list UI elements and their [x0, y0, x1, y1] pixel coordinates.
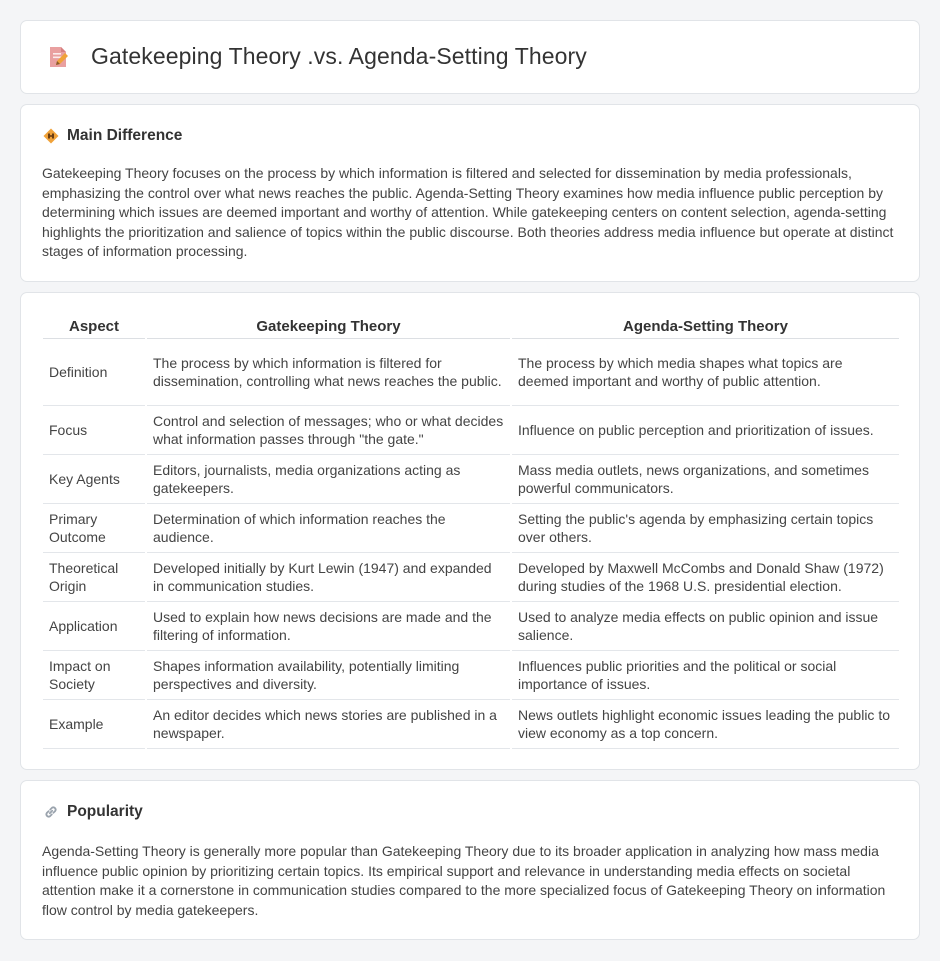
row-aspect: Definition [43, 338, 146, 405]
table-row [43, 552, 899, 601]
row-agenda-setting: Developed by Maxwell McCombs and Donald Shaw (1972) during studies of the 1968 U.S. presidential election. [511, 552, 899, 601]
row-agenda-setting: Used to analyze media effects on public opinion and issue salience. [511, 601, 899, 650]
popularity-header [43, 803, 143, 821]
row-aspect: Theoretical Origin [43, 552, 146, 601]
main-difference-card [20, 104, 920, 282]
header-gatekeeping: Gatekeeping Theory [146, 316, 511, 338]
comparison-card [20, 292, 920, 770]
row-aspect: Primary Outcome [43, 503, 146, 552]
row-gatekeeping: An editor decides which news stories are published in a newspaper. [146, 699, 511, 748]
main-difference-header [43, 127, 182, 145]
row-gatekeeping: Shapes information availability, potentially limiting perspectives and diversity. [146, 650, 511, 699]
main-difference-text: Gatekeeping Theory focuses on the process by which information is filtered and selected for dissemination by media professionals, emphasizing the control over what news reaches the public. Agenda-Setting Theory examines how media influence public perception by determining which issues are deemed important and worthy of attention. While gatekeeping centers on content selection, agenda-setting highlights the prioritization and salience of topics within the public discourse. Both theories address media influence but operate at distinct stages of information processing. [42, 165, 894, 260]
table-row [43, 454, 899, 503]
row-aspect: Impact on Society [43, 650, 146, 699]
row-gatekeeping: Editors, journalists, media organizations acting as gatekeepers. [146, 454, 511, 503]
table-row [43, 650, 899, 699]
row-aspect: Focus [43, 405, 146, 454]
row-gatekeeping: The process by which information is filtered for dissemination, controlling what news reaches the public. [146, 338, 511, 405]
row-gatekeeping: Used to explain how news decisions are made and the filtering of information. [146, 601, 511, 650]
header-card [20, 20, 920, 94]
link-icon [43, 804, 59, 820]
row-agenda-setting: Mass media outlets, news organizations, and sometimes powerful communicators. [511, 454, 899, 503]
header-aspect: Aspect [43, 316, 146, 338]
row-agenda-setting: News outlets highlight economic issues leading the public to view economy as a top concern. [511, 699, 899, 748]
table-row [43, 405, 899, 454]
comparison-table [43, 316, 899, 749]
table-row [43, 338, 899, 405]
header-agenda-setting: Agenda-Setting Theory [511, 316, 899, 338]
document-pencil-icon [47, 45, 69, 69]
row-gatekeeping: Determination of which information reaches the audience. [146, 503, 511, 552]
table-row [43, 503, 899, 552]
popularity-text: Agenda-Setting Theory is generally more popular than Gatekeeping Theory due to its broader application in analyzing how mass media influence public opinion by prioritizing certain topics. Its empirical support and relevance in understanding media effects on societal attention make it a cornerstone in communication studies compared to the more specialized focus of Gatekeeping Theory on information flow control by media gatekeepers. [42, 843, 886, 918]
row-gatekeeping: Control and selection of messages; who or what decides what information passes through "the gate." [146, 405, 511, 454]
row-agenda-setting: Influence on public perception and prioritization of issues. [511, 405, 899, 454]
row-aspect: Key Agents [43, 454, 146, 503]
popularity-heading: Popularity [67, 803, 143, 820]
table-header-row [43, 316, 899, 338]
row-agenda-setting: The process by which media shapes what topics are deemed important and worthy of public attention. [511, 338, 899, 405]
page-title: Gatekeeping Theory .vs. Agenda-Setting Theory [91, 43, 587, 69]
title-row [47, 43, 587, 70]
row-agenda-setting: Influences public priorities and the political or social importance of issues. [511, 650, 899, 699]
main-difference-heading: Main Difference [67, 127, 183, 144]
table-row [43, 601, 899, 650]
row-gatekeeping: Developed initially by Kurt Lewin (1947) and expanded in communication studies. [146, 552, 511, 601]
row-agenda-setting: Setting the public's agenda by emphasizing certain topics over others. [511, 503, 899, 552]
diamond-warning-icon [43, 128, 59, 144]
row-aspect: Application [43, 601, 146, 650]
table-row [43, 699, 899, 748]
popularity-card [20, 780, 920, 940]
row-aspect: Example [43, 699, 146, 748]
